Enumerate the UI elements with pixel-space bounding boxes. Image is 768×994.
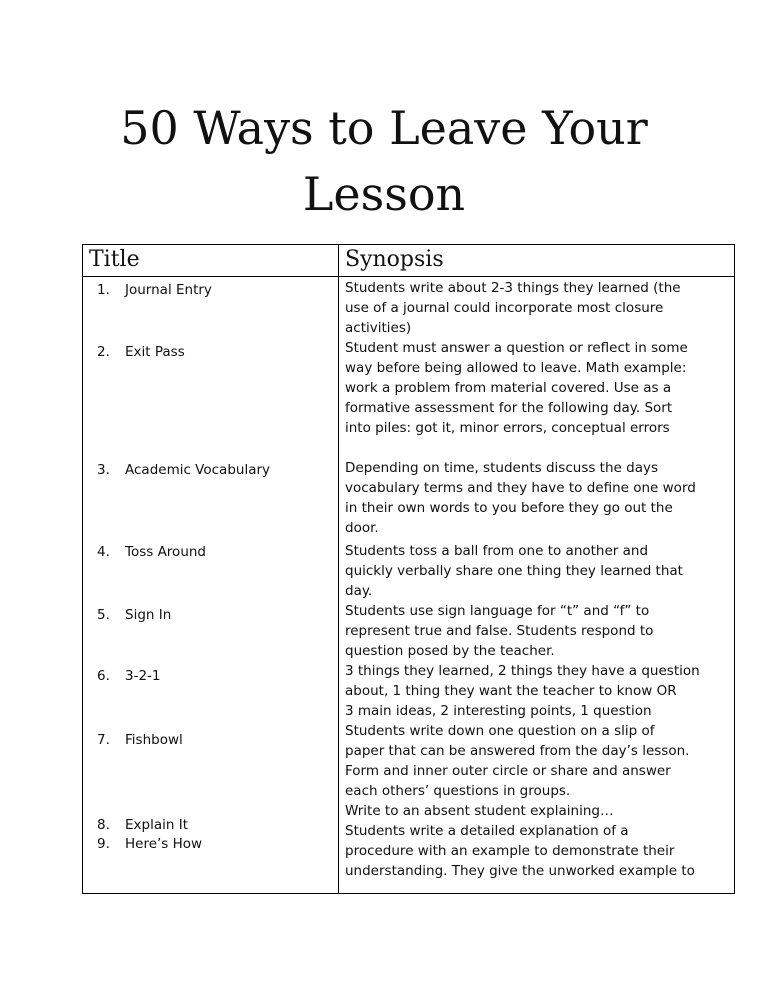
activity-title: Sign In xyxy=(125,607,172,623)
activity-title: Exit Pass xyxy=(125,344,185,360)
synopsis-line: question posed by the teacher. xyxy=(345,643,555,659)
row-9-synopsis xyxy=(345,821,733,881)
synopsis-line: each others’ questions in groups. xyxy=(345,783,571,799)
synopsis-line: Students write about 2-3 things they learned (the xyxy=(345,280,681,296)
row-number: 2. xyxy=(97,344,110,360)
synopsis-line: understanding. They give the unworked example to xyxy=(345,863,695,879)
activity-title: Here’s How xyxy=(125,836,203,852)
row-9-title xyxy=(97,834,202,854)
header-synopsis: Synopsis xyxy=(345,247,444,272)
row-8-title xyxy=(97,815,188,835)
page-title-line-1: 50 Ways to Leave Your xyxy=(120,101,648,155)
synopsis-line: quickly verbally share one thing they learned that xyxy=(345,563,683,579)
synopsis-line: Students use sign language for “t” and “f” to xyxy=(345,603,650,619)
synopsis-line: formative assessment for the following day. Sort xyxy=(345,400,673,416)
synopsis-line: about, 1 thing they want the teacher to know OR xyxy=(345,683,677,699)
synopsis-line: Students toss a ball from one to another and xyxy=(345,543,649,559)
synopsis-line: activities) xyxy=(345,320,412,336)
row-5-synopsis xyxy=(345,601,733,661)
synopsis-line: in their own words to you before they go out the xyxy=(345,500,673,516)
activity-title: 3-2-1 xyxy=(125,668,161,684)
page-title-line-2: Lesson xyxy=(302,167,466,221)
column-divider xyxy=(338,245,339,893)
synopsis-line: day. xyxy=(345,583,373,599)
synopsis-line: into piles: got it, minor errors, conceptual errors xyxy=(345,420,670,436)
synopsis-line: Write to an absent student explaining… xyxy=(345,803,614,819)
row-number: 9. xyxy=(97,836,110,852)
row-number: 6. xyxy=(97,668,110,684)
row-7-title xyxy=(97,730,183,750)
synopsis-line: 3 main ideas, 2 interesting points, 1 question xyxy=(345,703,652,719)
row-number: 5. xyxy=(97,607,110,623)
row-4-synopsis xyxy=(345,541,733,601)
synopsis-line: Students write a detailed explanation of a xyxy=(345,823,629,839)
row-2-synopsis xyxy=(345,338,733,438)
row-number: 1. xyxy=(97,282,110,298)
row-7-synopsis xyxy=(345,721,733,801)
synopsis-line: Student must answer a question or reflect in some xyxy=(345,340,688,356)
closure-activities-table xyxy=(82,244,735,894)
synopsis-line: procedure with an example to demonstrate their xyxy=(345,843,675,859)
synopsis-line: 3 things they learned, 2 things they have a question xyxy=(345,663,700,679)
synopsis-line: vocabulary terms and they have to define one word xyxy=(345,480,696,496)
row-number: 7. xyxy=(97,732,110,748)
synopsis-line: Depending on time, students discuss the days xyxy=(345,460,658,476)
row-number: 4. xyxy=(97,544,110,560)
synopsis-line: use of a journal could incorporate most closure xyxy=(345,300,664,316)
row-8-synopsis xyxy=(345,801,733,821)
row-5-title xyxy=(97,605,171,625)
synopsis-line: represent true and false. Students respond to xyxy=(345,623,654,639)
synopsis-line: work a problem from material covered. Use as a xyxy=(345,380,672,396)
row-6-title xyxy=(97,666,161,686)
table-header-row xyxy=(83,245,734,277)
row-1-synopsis xyxy=(345,278,733,338)
activity-title: Fishbowl xyxy=(125,732,183,748)
header-title: Title xyxy=(89,247,140,272)
activity-title: Journal Entry xyxy=(125,282,212,298)
activity-title: Academic Vocabulary xyxy=(125,462,271,478)
synopsis-line: door. xyxy=(345,520,379,536)
synopsis-line: way before being allowed to leave. Math example: xyxy=(345,360,687,376)
synopsis-line: Students write down one question on a slip of xyxy=(345,723,655,739)
row-4-title xyxy=(97,542,206,562)
activity-title: Explain It xyxy=(125,817,188,833)
activity-title: Toss Around xyxy=(125,544,206,560)
row-number: 8. xyxy=(97,817,110,833)
synopsis-line: Form and inner outer circle or share and answer xyxy=(345,763,671,779)
row-3-synopsis xyxy=(345,458,733,538)
page-title xyxy=(0,95,768,227)
row-1-title xyxy=(97,280,212,300)
row-3-title xyxy=(97,460,270,480)
row-2-title xyxy=(97,342,185,362)
row-6-synopsis xyxy=(345,661,733,721)
row-number: 3. xyxy=(97,462,110,478)
synopsis-line: paper that can be answered from the day’s lesson. xyxy=(345,743,690,759)
